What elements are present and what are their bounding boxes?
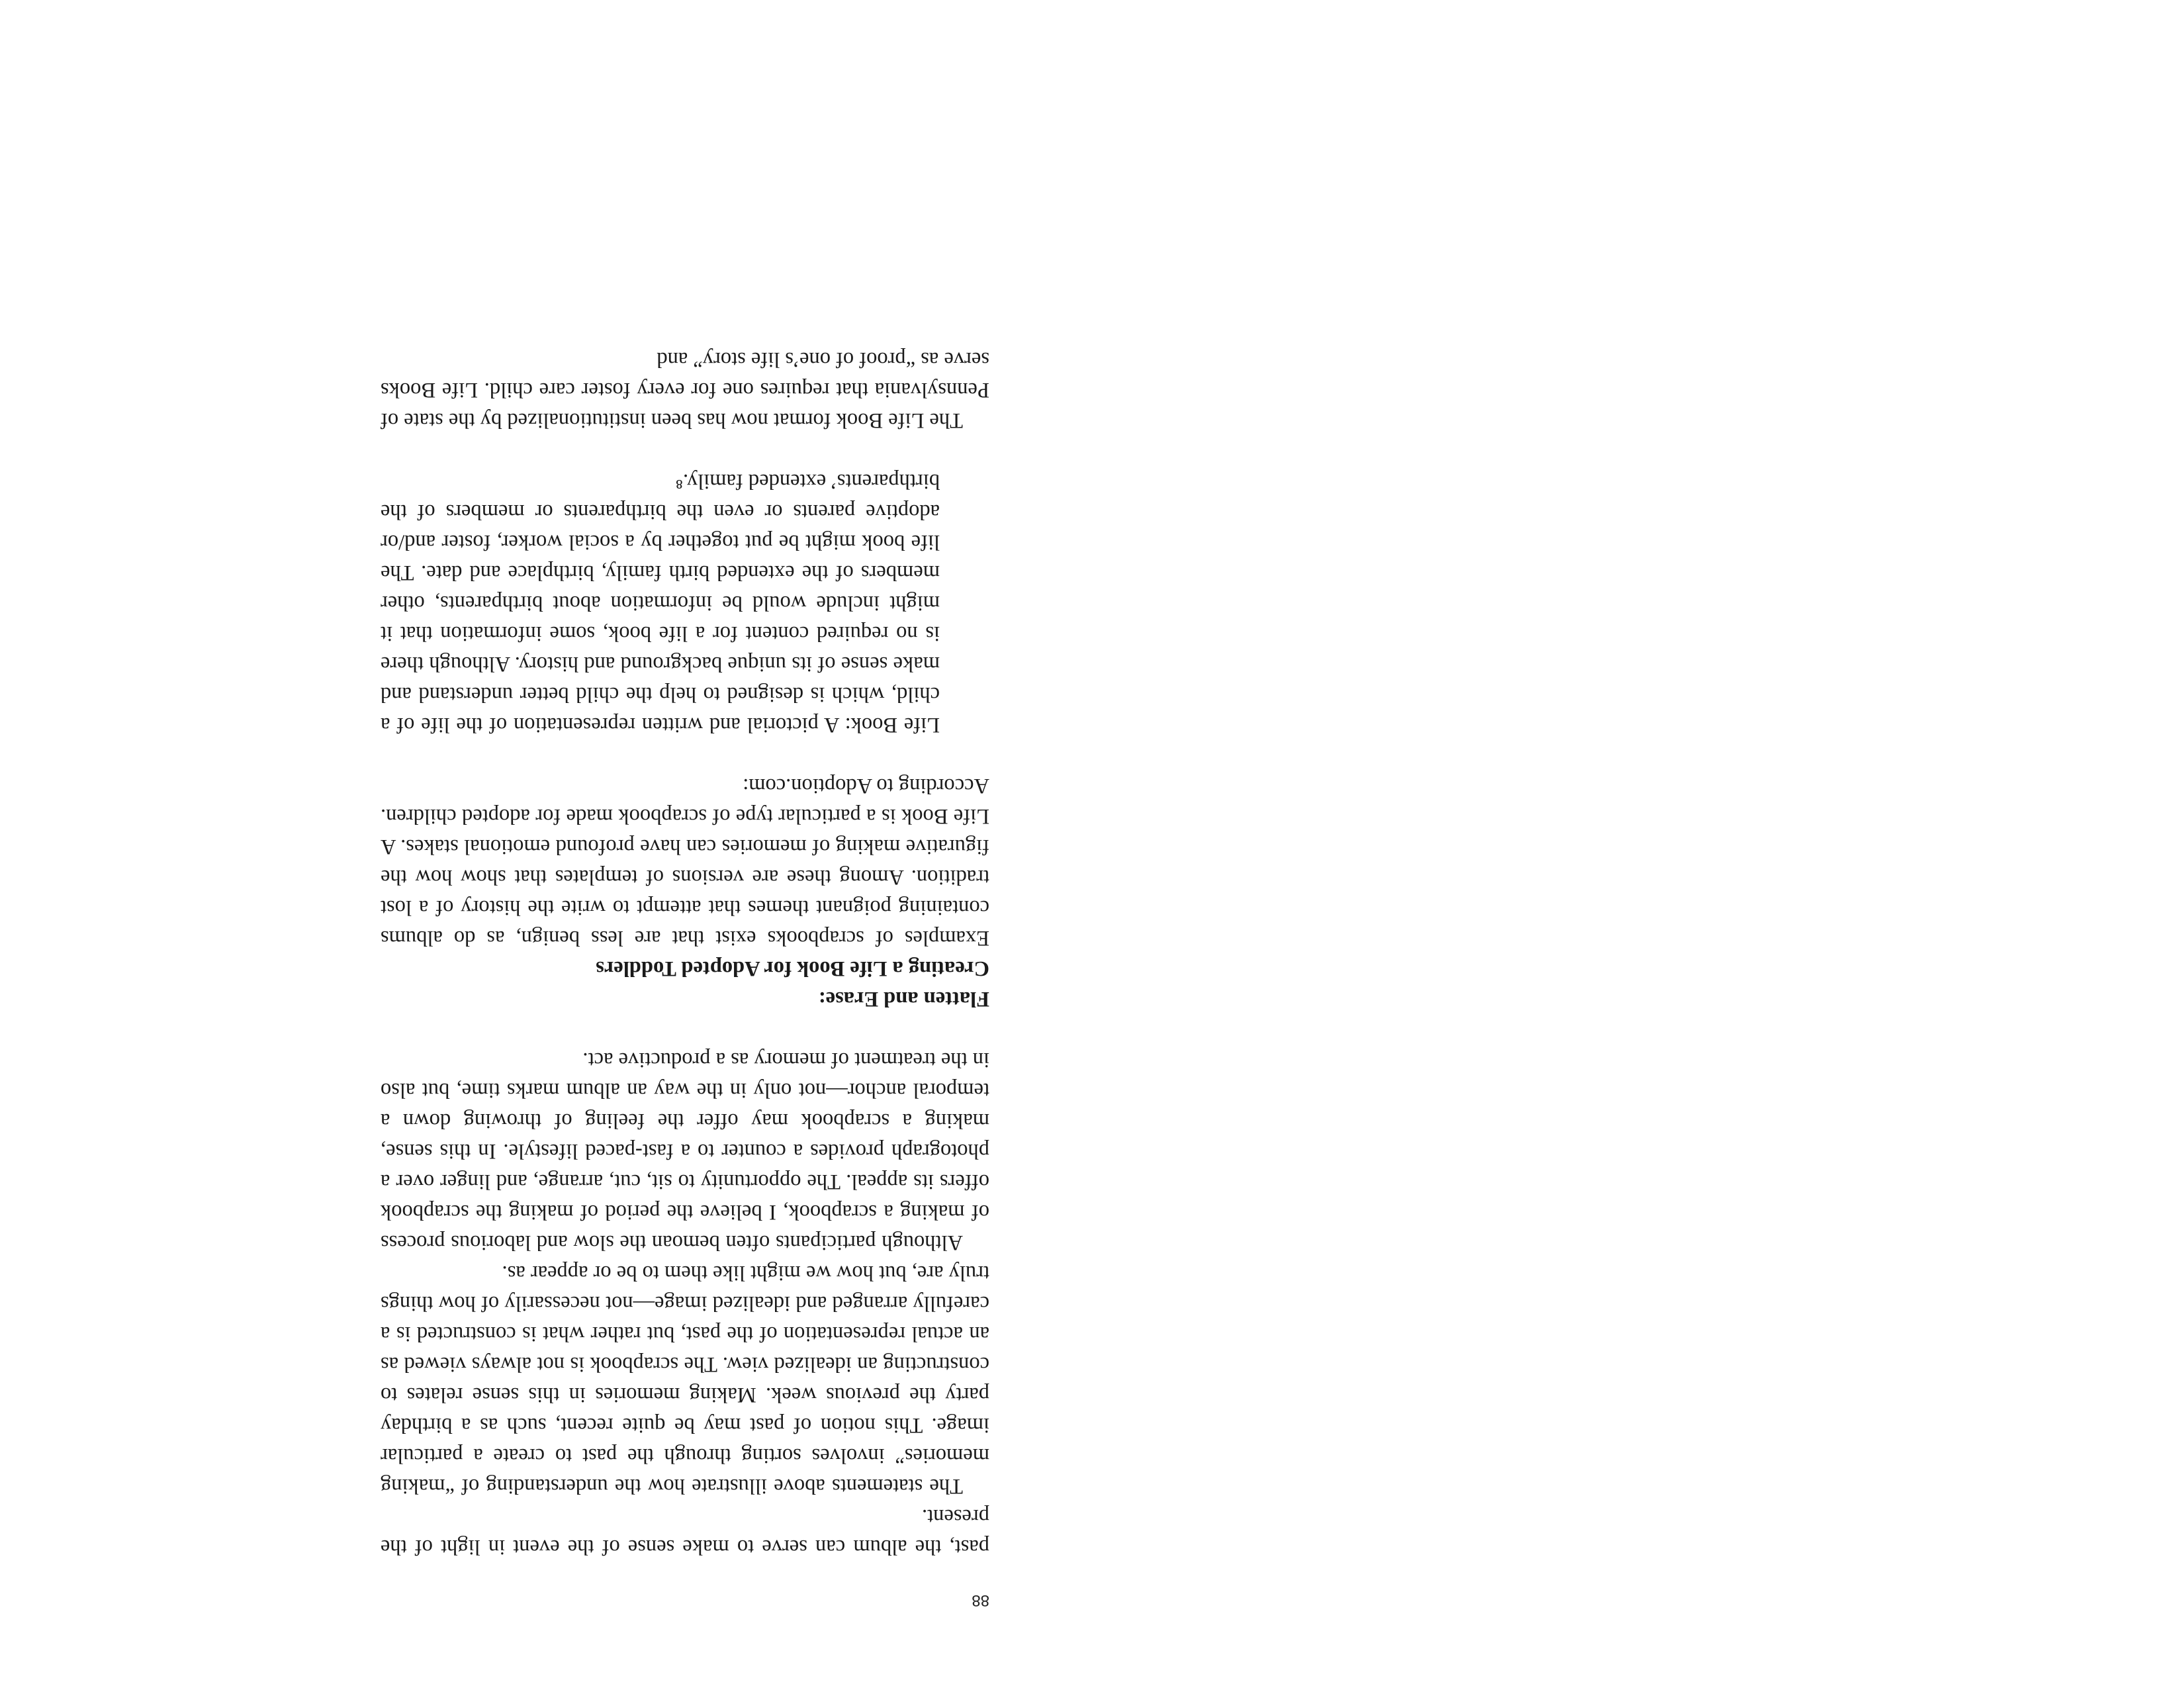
page-number: 88 [972,1591,989,1609]
section-heading-subtitle: Creating a Life Book for Adopted Toddlers [596,957,989,980]
paragraph-5: The Life Book format now has been institutionalized by the state of Pennsylvania that requires one for every foster care child. Life Books serve as “proof of one’s life story” and [381,348,989,432]
block-quote: Life Book: A pictorial and written representation of the life of a child, which is designed to help the child better understand and make sense of its unique background and history. Although there is no required content for a life book, some information that it might include would be information about birthparents, other members of the extended birth family, birthplace and date. The life book might be put together by a social worker, foster and/or adoptive parents or even the birthparents or members of the birthparents’ extended family.⁸ [381,469,940,737]
section-heading-title: Flatten and Erase: [818,987,989,1011]
paragraph-4: Examples of scrapbooks exist that are less benign, as do albums containing poignant themes that attempt to write the history of a lost tradition. Among these are versions of templates that show how the figurative making of memories can have profound emotional stakes. A Life Book is a particular type of scrapbook made for adopted children. According to Adoption.com: [381,774,989,950]
rotated-page-content [381,99,989,1615]
paragraph-3: Although participants often bemoan the slow and laborious process of making a scrapbook, I believe the period of making the scrapbook offers its appeal. The opportunity to sit, cut, arrange, and linger over a photograph provides a counter to a fast-paced lifestyle. In this sense, making a scrapbook may offer the feeling of throwing down a temporal anchor—not only in the way an album marks time, but also in the treatment of memory as a productive act. [381,1048,989,1254]
paragraph-2: The statements above illustrate how the understanding of “making memories” involves sorting through the past to create a particular image. This notion of past may be quite recent, such as a birthday party the previous week. Making memories in this sense relates to constructing an idealized view. The scrapbook is not always viewed as an actual representation of the past, but rather what is constructed is a carefully arranged and idealized image—not necessarily of how things truly are, but how we might like them to be or appear as. [381,1261,989,1498]
paragraph-1: past, the album can serve to make sense of the event in light of the present. [381,1505,989,1559]
